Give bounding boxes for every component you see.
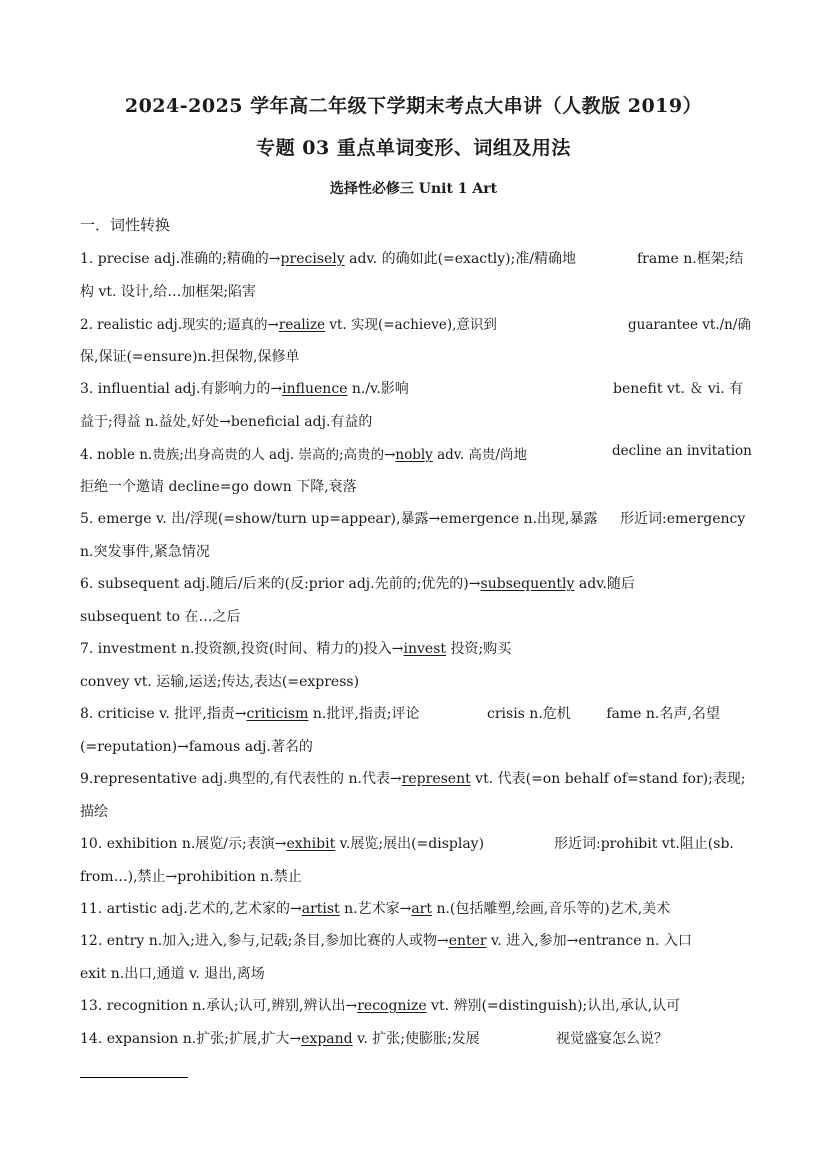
section-heading: 一．词性转换 bbox=[80, 216, 171, 234]
list-item: 9.representative adj.典型的,有代表性的 n.代表→represent vt. 代表(=on behalf of=stand for);表现; bbox=[80, 771, 746, 787]
list-item: 5. emerge v. 出/浮现(=show/turn up=appear),暴露→emergence n.出现,暴露 形近词:emergency bbox=[80, 511, 746, 527]
answer-word: precisely bbox=[280, 251, 345, 267]
list-item: 6. subsequent adj.随后/后来的(反:prior adj.先前的;优先的)→subsequently adv.随后 bbox=[80, 576, 635, 592]
answer-word: artist bbox=[301, 901, 340, 917]
list-item-continuation: from…),禁止→prohibition n.禁止 bbox=[80, 869, 302, 885]
list-item-continuation: 益于;得益 n.益处,好处→beneficial adj.有益的 bbox=[80, 414, 373, 430]
answer-word: criticism bbox=[246, 706, 309, 722]
list-item: 4. noble n.贵族;出身高贵的人 adj. 崇高的;高贵的→nobly adv. 高贵/尚地 decline an invitation bbox=[80, 443, 752, 463]
list-item: 7. investment n.投资额,投资(时间、精力的)投入→invest 投资;购买 bbox=[80, 641, 512, 657]
answer-word: exhibit bbox=[286, 836, 336, 852]
footnote-rule bbox=[80, 1077, 188, 1078]
list-item: 12. entry n.加入;进入,参与,记载;条目,参加比赛的人或物→enter v. 进入,参加→entrance n. 入口 bbox=[80, 933, 692, 949]
document-title: 2024-2025 学年高二年级下学期末考点大串讲（人教版 2019） bbox=[124, 95, 703, 117]
list-item-continuation: 拒绝一个邀请 decline=go down 下降,衰落 bbox=[80, 479, 357, 495]
list-item-continuation: 保,保证(=ensure)n.担保物,保修单 bbox=[80, 349, 300, 365]
answer-word: subsequently bbox=[480, 576, 575, 592]
list-item: 8. criticise v. 批评,指责→criticism n.批评,指责;评论 crisis n.危机 fame n.名声,名望 bbox=[80, 706, 720, 722]
list-item: 1. precise adj.准确的;精确的→precisely adv. 的确如此(=exactly);准/精确地 frame n.框架;结 bbox=[80, 251, 744, 267]
answer-word: invest bbox=[403, 641, 447, 657]
unit-title: 选择性必修三 Unit 1 Art bbox=[329, 181, 498, 197]
list-item: 14. expansion n.扩张;扩展,扩大→expand v. 扩张;使膨胀;发展 视觉盛宴怎么说？ bbox=[80, 1031, 668, 1047]
list-item: 13. recognition n.承认;认可,辨别,辨认出→recognize vt. 辨别(=distinguish);认出,承认,认可 bbox=[80, 998, 681, 1014]
answer-word: enter bbox=[448, 933, 487, 949]
list-item: 11. artistic adj.艺术的,艺术家的→artist n.艺术家→art n.(包括雕塑,绘画,音乐等的)艺术,美术 bbox=[80, 901, 671, 917]
list-item-continuation: exit n.出口,通道 v. 退出,离场 bbox=[80, 966, 265, 982]
list-item-continuation: 构 vt. 设计,给…加框架;陷害 bbox=[80, 284, 257, 300]
list-item: 3. influential adj.有影响力的→influence n./v.影响 benefit vt. ＆ vi. 有 bbox=[80, 381, 744, 397]
list-item: 2. realistic adj.现实的;逼真的→realize vt. 实现(=achieve),意识到 guarantee vt./n/确 bbox=[80, 317, 751, 333]
answer-word: expand bbox=[301, 1031, 353, 1047]
list-item-continuation: n.突发事件,紧急情况 bbox=[80, 544, 210, 560]
list-item-continuation: 描绘 bbox=[80, 804, 108, 820]
answer-word: represent bbox=[401, 771, 471, 787]
list-item-continuation: (=reputation)→famous adj.著名的 bbox=[80, 739, 313, 755]
answer-word: realize bbox=[278, 317, 326, 333]
answer-word: art bbox=[411, 901, 432, 917]
answer-word: nobly bbox=[395, 447, 433, 463]
list-item: 10. exhibition n.展览/示;表演→exhibit v.展览;展出(=display) 形近词:prohibit vt.阻止(sb. bbox=[80, 836, 734, 852]
list-item-continuation: convey vt. 运输,运送;传达,表达(=express) bbox=[80, 674, 360, 690]
answer-word: recognize bbox=[357, 998, 427, 1014]
answer-word: influence bbox=[282, 381, 348, 397]
topic-title: 专题 03 重点单词变形、词组及用法 bbox=[256, 137, 571, 159]
list-item-continuation: subsequent to 在…之后 bbox=[80, 609, 241, 625]
